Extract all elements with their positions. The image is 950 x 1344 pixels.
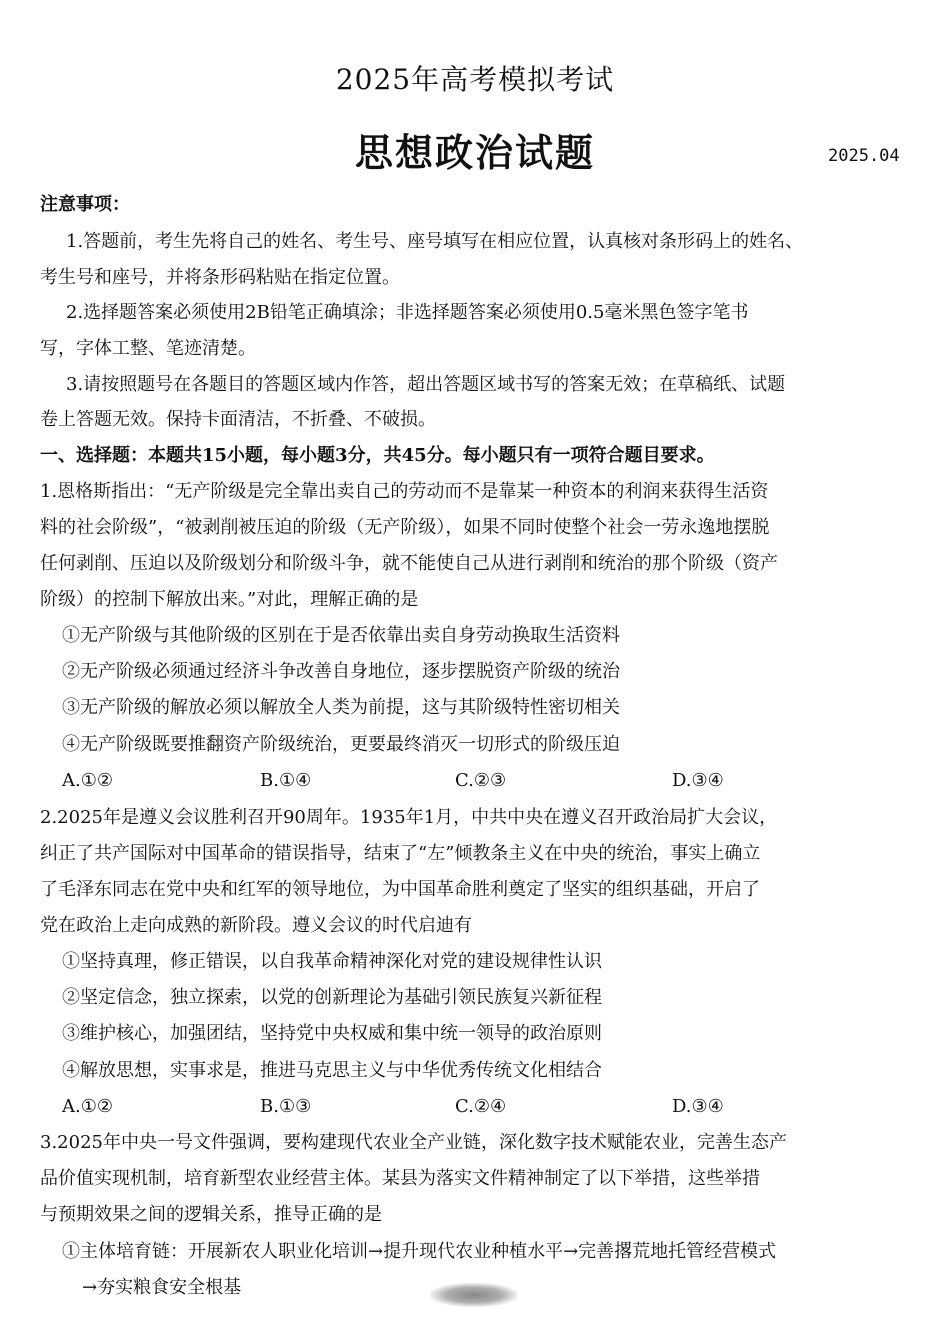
choice-a: A.①②	[62, 770, 113, 791]
choice-b: B.①④	[260, 770, 312, 791]
question-2-option: ③维护核心，加强团结，坚持党中央权威和集中统一领导的政治原则	[62, 1023, 602, 1044]
question-1-choices	[62, 769, 910, 793]
question-1-option: ③无产阶级的解放必须以解放全人类为前提，这与其阶级特性密切相关	[62, 697, 620, 718]
question-3-stem: 3.2025年中央一号文件强调，要构建现代农业全产业链，深化数字技术赋能农业，完善生态产	[40, 1132, 787, 1153]
question-3-stem: 与预期效果之间的逻辑关系，推导正确的是	[40, 1204, 382, 1225]
question-2-option: ①坚持真理，修正错误，以自我革命精神深化对党的建设规律性认识	[62, 951, 602, 972]
question-1-stem: 1.恩格斯指出：“无产阶级是完全靠出卖自己的劳动而不是靠某一种资本的利润来获得生活资	[40, 481, 769, 502]
notice-line: 卷上答题无效。保持卡面清洁，不折叠、不破损。	[40, 409, 436, 430]
scan-smudge	[430, 1283, 518, 1307]
choice-d: D.③④	[672, 1096, 724, 1117]
question-1-option: ①无产阶级与其他阶级的区别在于是否依靠出卖自身劳动换取生活资料	[62, 625, 620, 646]
choice-b: B.①③	[260, 1096, 312, 1117]
question-1-stem: 料的社会阶级”，“被剥削被压迫的阶级（无产阶级），如果不同时使整个社会一劳永逸地摆脱	[40, 517, 770, 538]
question-2-stem: 纠正了共产国际对中国革命的错误指导，结束了“左”倾教条主义在中央的统治，事实上确立	[40, 843, 761, 864]
question-2-choices	[62, 1095, 910, 1119]
choice-c: C.②④	[455, 1096, 507, 1117]
notice-line: 3.请按照题号在各题目的答题区域内作答，超出答题区域书写的答案无效；在草稿纸、试题	[66, 374, 786, 395]
notice-line: 写，字体工整、笔迹清楚。	[40, 338, 256, 359]
choice-a: A.①②	[62, 1096, 113, 1117]
question-2-option: ②坚定信念，独立探索，以党的创新理论为基础引领民族复兴新征程	[62, 987, 602, 1008]
question-2-stem: 2.2025年是遵义会议胜利召开90周年。1935年1月，中共中央在遵义召开政治局扩大会议，	[40, 807, 778, 828]
notice-line: 1.答题前，考生先将自己的姓名、考生号、座号填写在相应位置，认真核对条形码上的姓名、	[66, 231, 804, 252]
question-2-stem: 党在政治上走向成熟的新阶段。遵义会议的时代启迪有	[40, 915, 472, 936]
exam-date: 2025.04	[828, 146, 900, 166]
exam-title: 2025年高考模拟考试	[335, 63, 615, 96]
notice-line: 2.选择题答案必须使用2B铅笔正确填涂；非选择题答案必须使用0.5毫米黑色签字笔书	[66, 302, 749, 323]
question-1-option: ④无产阶级既要推翻资产阶级统治，更要最终消灭一切形式的阶级压迫	[62, 734, 620, 755]
choice-d: D.③④	[672, 770, 724, 791]
question-3-option: ①主体培育链：开展新农人职业化培训→提升现代农业种植水平→完善撂荒地托管经营模式	[62, 1241, 777, 1262]
question-2-stem: 了毛泽东同志在党中央和红军的领导地位，为中国革命胜利奠定了坚实的组织基础，开启了	[40, 879, 760, 900]
notice-heading: 注意事项：	[40, 194, 130, 215]
question-2-option: ④解放思想，实事求是，推进马克思主义与中华优秀传统文化相结合	[62, 1060, 602, 1081]
question-1-stem: 任何剥削、压迫以及阶级划分和阶级斗争，就不能使自己从进行剥削和统治的那个阶级（资产	[40, 553, 778, 574]
question-3-stem: 品价值实现机制，培育新型农业经营主体。某县为落实文件精神制定了以下举措，这些举措	[40, 1168, 760, 1189]
question-1-option: ②无产阶级必须通过经济斗争改善自身地位，逐步摆脱资产阶级的统治	[62, 661, 620, 682]
question-1-stem: 阶级）的控制下解放出来。”对此，理解正确的是	[40, 589, 419, 610]
subject-title: 思想政治试题	[354, 131, 595, 175]
choice-c: C.②③	[455, 770, 507, 791]
question-3-option: →夯实粮食安全根基	[82, 1277, 242, 1298]
notice-line: 考生号和座号，并将条形码粘贴在指定位置。	[40, 267, 400, 288]
section-heading: 一、选择题：本题共15小题，每小题3分，共45分。每小题只有一项符合题目要求。	[40, 445, 715, 466]
